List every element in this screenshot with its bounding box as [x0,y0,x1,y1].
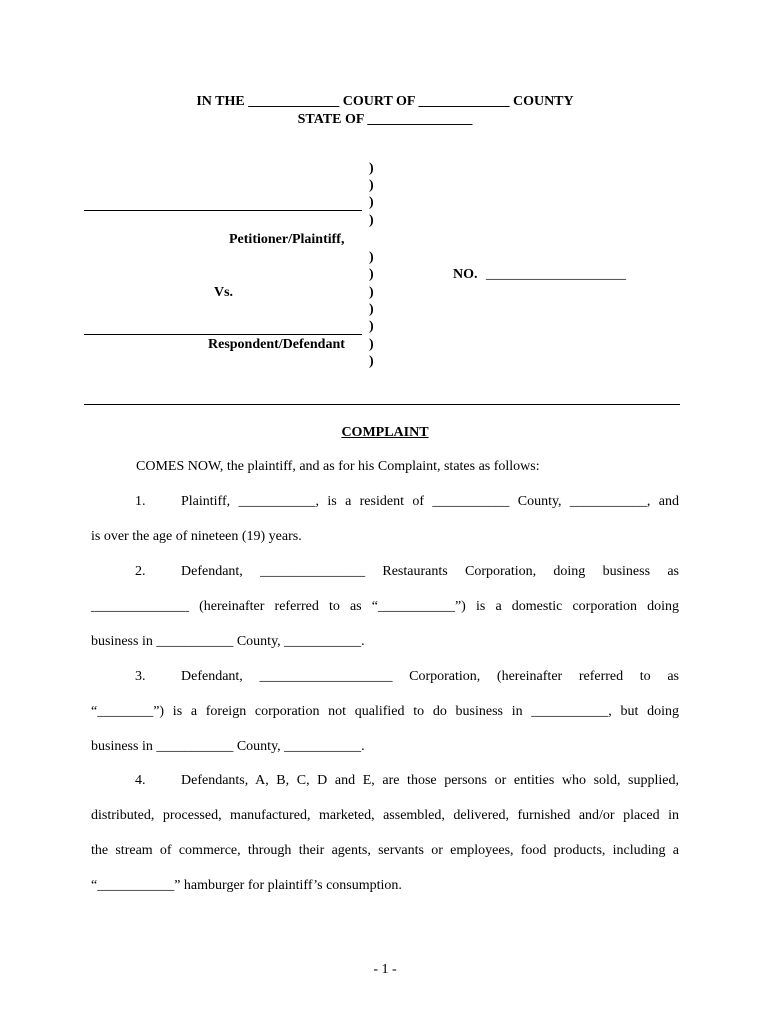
caption-paren: ) [369,178,374,193]
caption-paren: ) [369,195,374,210]
paragraph-number: 4. [135,773,146,788]
paragraph-line: Plaintiff, ___________, is a resident of ___________ County, ___________, and [181,494,679,509]
paragraph-number: 2. [135,564,146,579]
respondent-label: Respondent/Defendant [208,337,345,352]
caption-paren: ) [369,337,374,352]
petitioner-name-line [84,210,362,211]
paragraph-number: 1. [135,494,146,509]
paragraph-line: distributed, processed, manufactured, marketed, assembled, delivered, furnished and/or placed in [91,808,679,823]
paragraph-line: business in ___________ County, ___________. [91,739,365,754]
state-heading: STATE OF _______________ [297,112,473,127]
court-heading: IN THE _____________ COURT OF _____________ COUNTY [196,94,574,109]
caption-separator [84,404,680,405]
caption-paren: ) [369,319,374,334]
paragraph-line: Defendant, ___________________ Corporation, (hereinafter referred to as [181,669,679,684]
document-title: COMPLAINT [341,425,429,440]
paragraph-line: is over the age of nineteen (19) years. [91,529,302,544]
caption-paren: ) [369,354,374,369]
paragraph-line: “________”) is a foreign corporation not qualified to do business in ___________, but doing [91,704,679,719]
page-number: - 1 - [373,962,397,977]
paragraph-number: 3. [135,669,146,684]
paragraph-line: the stream of commerce, through their agents, servants or employees, food products, including a [91,843,679,858]
petitioner-label: Petitioner/Plaintiff, [229,232,345,247]
caption-paren: ) [369,250,374,265]
caption-paren: ) [369,161,374,176]
paragraph-line: Defendant, _______________ Restaurants Corporation, doing business as [181,564,679,579]
case-number-label: NO. [453,267,478,282]
case-number-blank: ____________________ [486,267,626,282]
caption-paren: ) [369,285,374,300]
caption-paren: ) [369,302,374,317]
vs-label: Vs. [214,285,234,300]
respondent-name-line [84,334,362,335]
paragraph-line: Defendants, A, B, C, D and E, are those persons or entities who sold, supplied, [181,773,679,788]
caption-paren: ) [369,213,374,228]
paragraph-line: ______________ (hereinafter referred to as “___________”) is a domestic corporation doing [91,599,679,614]
paragraph-line: “___________” hamburger for plaintiff’s consumption. [91,878,402,893]
paragraph-line: business in ___________ County, ___________. [91,634,365,649]
caption-paren: ) [369,267,374,282]
intro-paragraph: COMES NOW, the plaintiff, and as for his Complaint, states as follows: [136,459,540,474]
